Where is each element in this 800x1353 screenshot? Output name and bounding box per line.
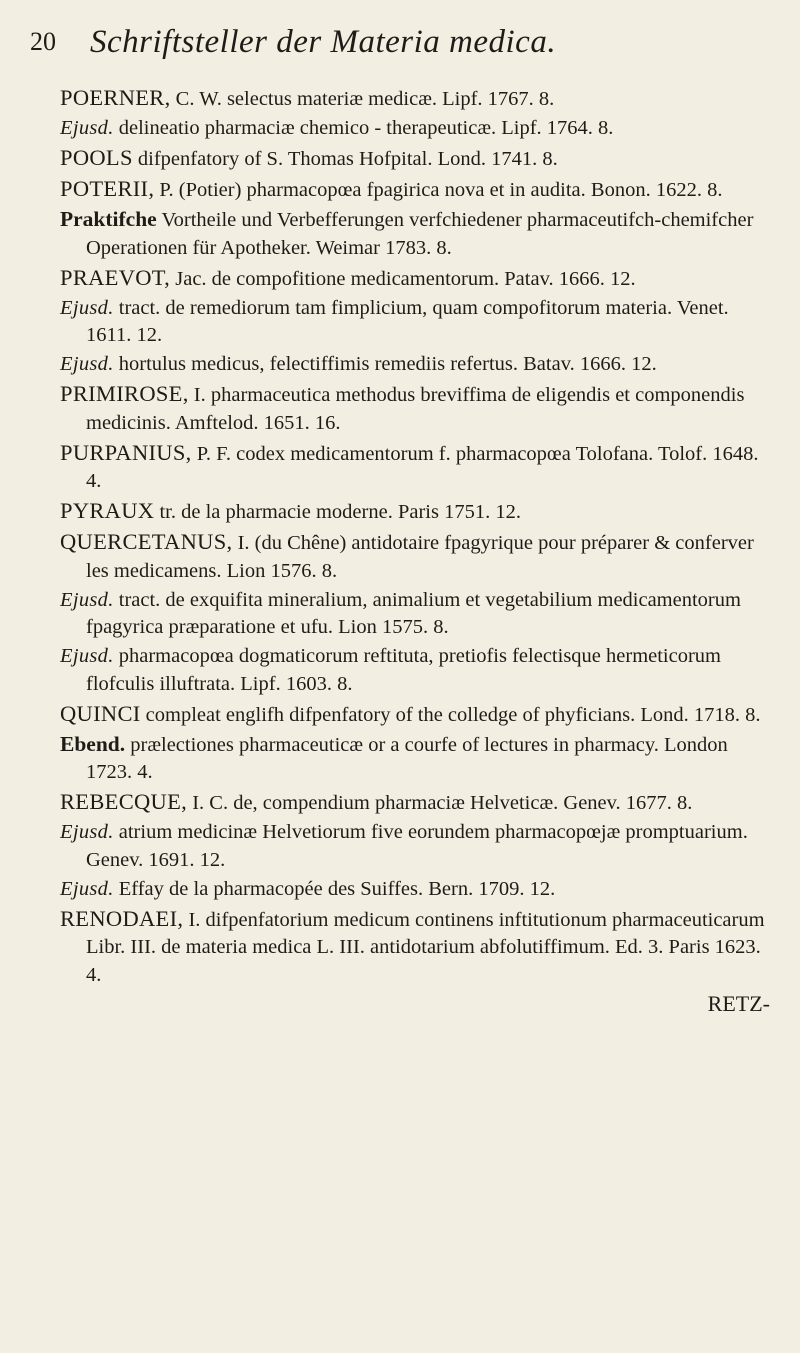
- entry-title: P. F. codex medicamentorum f. pharmacopœa Tolofana. Tolof. 1648. 4.: [86, 442, 759, 492]
- bibliography-entry: [60, 819, 770, 874]
- entry-author: POERNER,: [60, 85, 171, 110]
- entry-title: prælectiones pharmaceuticæ or a courfe of lectures in pharmacy. London 1723. 4.: [86, 733, 728, 783]
- bibliography-entry: [60, 731, 770, 787]
- bibliography-entry: [60, 380, 770, 437]
- entry-author: Praktifche: [60, 207, 157, 231]
- entry-title: Effay de la pharmacopée des Suiffes. Bern. 1709. 12.: [113, 877, 556, 900]
- entry-title: P. (Potier) pharmacopœa fpagirica nova et in audita. Bonon. 1622. 8.: [154, 179, 723, 201]
- bibliography-entry: [60, 295, 770, 350]
- bibliography-entry: [60, 264, 770, 294]
- entry-title: difpenfatory of S. Thomas Hofpital. Lond. 1741. 8.: [132, 148, 558, 170]
- entry-title: I. C. de, compendium pharmaciæ Helveticæ. Genev. 1677. 8.: [187, 792, 693, 814]
- bibliography-entry: [60, 84, 770, 114]
- bibliography-entry: [60, 206, 770, 262]
- bibliography-list: [60, 84, 770, 1017]
- entry-title: Vortheile und Verbefferungen verfchiedener pharmaceutifch-chemifcher Operationen für Apotheker. Weimar 1783. 8.: [86, 209, 754, 259]
- entry-author: POOLS: [60, 145, 133, 170]
- entry-title: tract. de exquifita mineralium, animalium et vegetabilium medicamentorum fpagyrica præparatione et ufu. Lion 1575. 8.: [86, 588, 741, 638]
- page-header: [30, 20, 770, 64]
- catchword: RETZ-: [707, 990, 770, 1016]
- entry-author: PRAEVOT,: [60, 264, 171, 290]
- entry-title: atrium medicinæ Helvetiorum five eorundem pharmacopœjæ promptuarium. Genev. 1691. 12.: [86, 821, 748, 871]
- entry-author: QUINCI: [60, 700, 141, 726]
- entry-title: I. (du Chêne) antidotaire fpagyrique pour préparer & conferver les medicamens. Lion 1576. 8.: [86, 532, 754, 582]
- bibliography-entry: [60, 876, 770, 904]
- entry-author: POTERII,: [60, 176, 155, 201]
- bibliography-entry: [60, 351, 770, 379]
- bibliography-entry: [60, 700, 770, 730]
- entry-author: Ejusd.: [60, 821, 114, 843]
- bibliography-entry: [60, 587, 770, 642]
- bibliography-entry: [60, 788, 770, 818]
- entry-author: RENODAEI,: [60, 905, 184, 931]
- entry-title: C. W. selectus materiæ medicæ. Lipf. 1767. 8.: [170, 88, 555, 110]
- entry-author: Ejusd.: [60, 117, 114, 139]
- entry-author: QUERCETANUS,: [60, 529, 233, 554]
- bibliography-entry: [60, 115, 770, 143]
- entry-title: tr. de la pharmacie moderne. Paris 1751. 12.: [154, 501, 521, 523]
- entry-author: Ejusd.: [60, 353, 114, 375]
- bibliography-entry: [60, 528, 770, 585]
- entry-author: Ejusd.: [60, 877, 114, 900]
- bibliography-entry: [60, 144, 770, 174]
- entry-title: hortulus medicus, felectiffimis remediis refertus. Batav. 1666. 12.: [113, 353, 657, 375]
- entry-title: compleat englifh difpenfatory of the colledge of phyficians. Lond. 1718. 8.: [140, 703, 761, 726]
- entry-author: PRIMIROSE,: [60, 381, 189, 406]
- bibliography-entry: [60, 175, 770, 205]
- bibliography-entry: [60, 905, 770, 990]
- entry-title: I. pharmaceutica methodus breviffima de eligendis et componendis medicinis. Amftelod. 1651. 16.: [86, 384, 745, 434]
- bibliography-entry: [60, 439, 770, 496]
- page-number: 20: [30, 27, 56, 56]
- entry-author: Ejusd.: [60, 645, 114, 667]
- entry-title: pharmacopœa dogmaticorum reftituta, pretiofis felectisque hermeticorum flofculis illuftrata. Lipf. 1603. 8.: [86, 645, 721, 695]
- entry-title: Jac. de compofitione medicamentorum. Patav. 1666. 12.: [170, 267, 636, 290]
- entry-author: PYRAUX: [60, 498, 155, 523]
- entry-title: delineatio pharmaciæ chemico - therapeuticæ. Lipf. 1764. 8.: [113, 117, 614, 139]
- entry-author: Ebend.: [60, 731, 126, 756]
- entry-author: PURPANIUS,: [60, 439, 192, 465]
- bibliography-entry: [60, 643, 770, 698]
- entry-author: Ejusd.: [60, 296, 114, 319]
- entry-author: Ejusd.: [60, 588, 114, 611]
- entry-title: tract. de remediorum tam fimplicium, quam compofitorum materia. Venet. 1611. 12.: [86, 296, 729, 346]
- running-title: Schriftsteller der Materia medica.: [90, 23, 557, 60]
- entry-title: I. difpenfatorium medicum continens inftitutionum pharmaceuticarum Libr. III. de materia medica L. III. antidotarium abfolutiffimum. Ed. 3. Paris 1623. 4.: [86, 908, 765, 986]
- entry-author: REBECQUE,: [60, 789, 188, 814]
- bibliography-entry: [60, 497, 770, 527]
